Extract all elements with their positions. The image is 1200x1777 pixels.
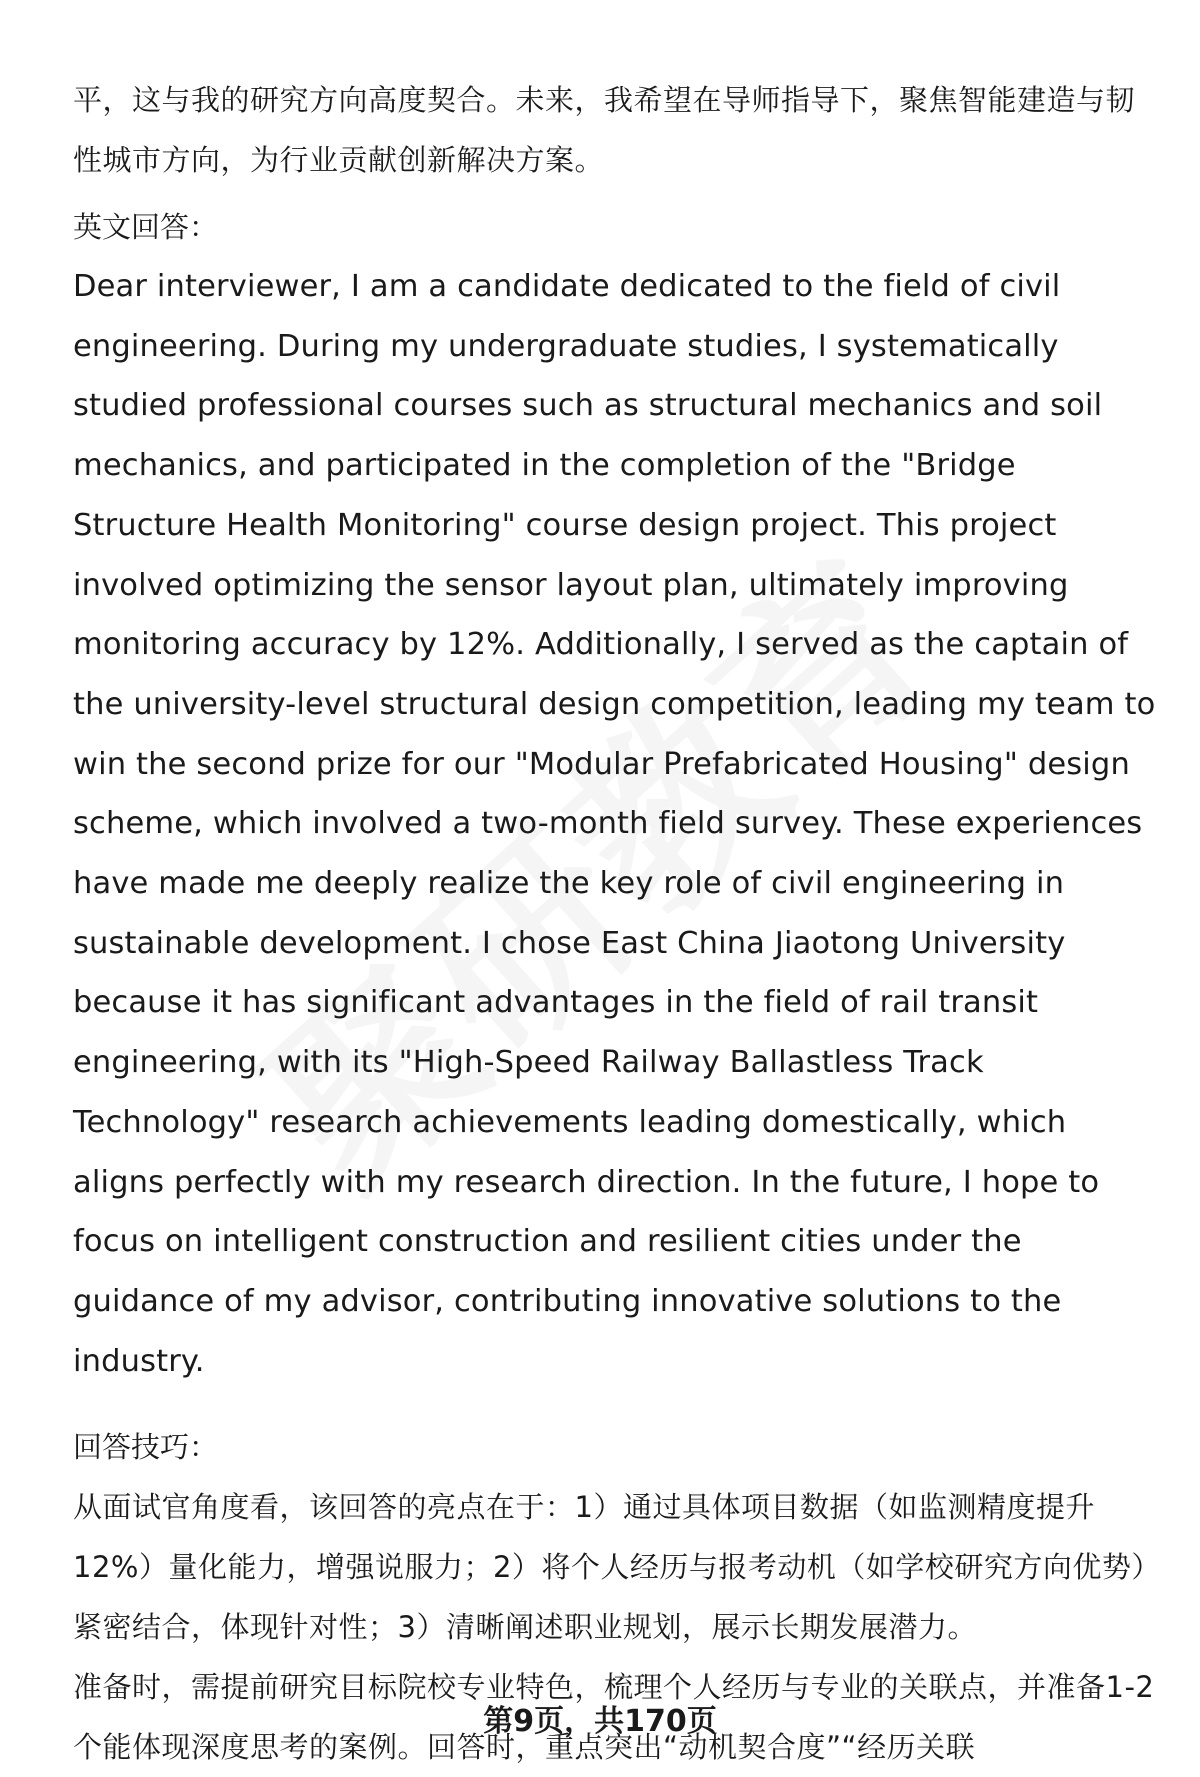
page-number: 第9页，共170页: [483, 1704, 717, 1739]
tips-paragraph-1: 从面试官角度看，该回答的亮点在于：1）通过具体项目数据（如监测精度提升12%）量化能力，增强说服力；2）将个人经历与报考动机（如学校研究方向优势）紧密结合，体现针对性；3）清晰阐述职业规划，展示长期发展潜力。: [73, 1490, 1161, 1645]
english-answer-body: Dear interviewer, I am a candidate dedicated to the field of civil engineering. During my undergraduate studies, I systematically studied professional courses such as structural mechanics and soil mechanics, and participated in the completion of the "Bridge Structure Health Monitoring" course design project. This project involved optimizing the sensor layout plan, ultimately improving monitoring accuracy by 12%. Additionally, I served as the captain of the university-level structural design competition, leading my team to win the second prize for our "Modular Prefabricated Housing" design scheme, which involved a two-month field survey. These experiences have made me deeply realize the key role of civil engineering in sustainable development. I chose East China Jiaotong University because it has significant advantages in the field of rail transit engineering, with its "High-Speed Railway Ballastless Track Technology" research achievements leading domestically, which aligns perfectly with my research direction. In the future, I hope to focus on intelligent construction and resilient cities under the guidance of my advisor, contributing innovative solutions to the industry.: [73, 269, 1156, 1379]
tips-paragraph-2: 准备时，需提前研究目标院校专业特色，梳理个人经历与专业的关联点，并准备1-2个能体现深度思考的案例。回答时，重点突出“动机契合度”“经历关联: [73, 1670, 1155, 1765]
tips-heading: 回答技巧：: [73, 1430, 219, 1465]
continued-paragraph: 平，这与我的研究方向高度契合。未来，我希望在导师指导下，聚焦智能建造与韧性城市方向，为行业贡献创新解决方案。: [73, 83, 1136, 177]
page-content: [73, 70, 1163, 1777]
english-answer-heading: 英文回答：: [73, 210, 219, 244]
